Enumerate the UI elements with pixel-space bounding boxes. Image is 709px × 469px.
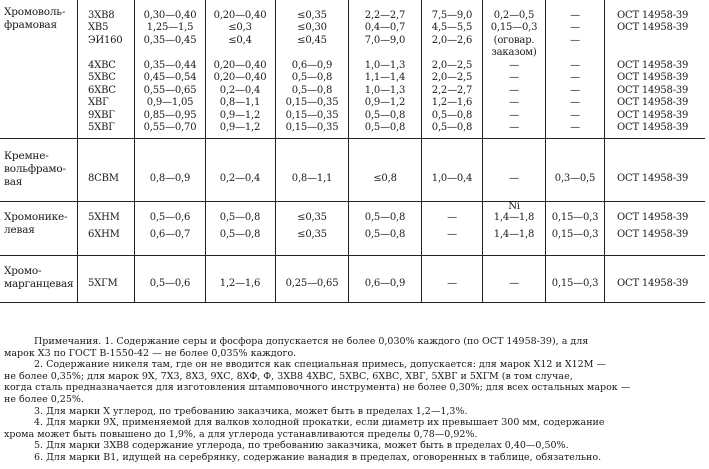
table-cell: 0,55—0,70: [143, 122, 197, 133]
standard-ref: ОСТ 14958-39: [617, 212, 689, 223]
table-cell: 0,9—1,2: [219, 110, 261, 121]
table-rule-vertical: [134, 0, 135, 303]
table-cell: 1,0—0,4: [431, 173, 473, 184]
standard-ref: ОСТ 14958-39: [617, 173, 689, 184]
table-cell: 0,5—0,8: [219, 229, 261, 240]
table-cell: 0,5—0,8: [364, 110, 406, 121]
table-cell: 0,15—0,35: [285, 122, 339, 133]
table-rule-vertical: [77, 0, 78, 303]
group-name: вольфрамо-: [4, 163, 66, 175]
table-cell: —: [570, 10, 580, 21]
table-cell: 0,6—0,7: [149, 229, 191, 240]
table-rule-vertical: [421, 0, 422, 303]
steel-grade: 4ХВС: [88, 60, 116, 71]
table-cell: —: [570, 97, 580, 108]
table-cell: —: [509, 97, 519, 108]
table-cell: 0,15—0,35: [285, 110, 339, 121]
steel-grade: ХВГ: [88, 97, 109, 108]
steel-grade: 5ХГМ: [88, 278, 118, 289]
note-line: Примечания. 1. Содержание серы и фосфора допускается не более 0,030% каждого (по ОСТ 14958-39), а для: [34, 336, 589, 347]
table-cell: —: [447, 229, 457, 240]
table-cell: 0,5—0,8: [364, 212, 406, 223]
note-line: хрома может быть повышено до 1,9%, а для углерода устанавливаются пределы 0,78—0,92%.: [4, 428, 478, 440]
table-cell: ≤0,8: [373, 173, 397, 184]
table-cell: —: [570, 122, 580, 133]
standard-ref: ОСТ 14958-39: [617, 60, 689, 71]
note-line: не более 0,35%; для марок 9Х, 7Х3, 8Х3, 9ХС, 8ХФ, Ф, 3ХВ8 4ХВС, 5ХВС, 6ХВС, ХВГ, 5ХВГ и 5ХГМ (в том случае,: [4, 370, 573, 382]
table-cell: (оговар.: [493, 35, 535, 46]
note-line: 2. Содержание никеля там, где он не вводится как специальная примесь, допускается: для марок Х12 и Х12М —: [34, 359, 606, 371]
steel-grade: 6ХВС: [88, 85, 116, 96]
standard-ref: ОСТ 14958-39: [617, 10, 689, 21]
table-cell: 0,15—0,3: [551, 229, 599, 240]
standard-ref: ОСТ 14958-39: [617, 278, 689, 289]
table-cell: —: [509, 278, 519, 289]
note-line: марок Х3 по ГОСТ В-1550-42 — не более 0,035% каждого.: [4, 347, 297, 359]
table-cell: 2,0—2,5: [431, 60, 473, 71]
table-cell: 2,0—2,6: [431, 35, 473, 46]
table-cell: 0,4—0,7: [364, 22, 406, 33]
table-cell: 0,5—0,6: [149, 278, 191, 289]
table-cell: 0,25—0,65: [285, 278, 339, 289]
table-cell: —: [509, 173, 519, 184]
steel-grade: 8СВМ: [88, 173, 119, 184]
note-line: 4. Для марки 9Х, применяемой для валков холодной прокатки, если диаметр их превышает 300 мм, содержание: [34, 417, 605, 429]
table-cell: —: [447, 212, 457, 223]
table-cell: 0,5—0,8: [364, 122, 406, 133]
note-line: когда сталь предназначается для изготовления штамповочного инструмента) не более 0,30%; для всех остальных марок —: [4, 382, 631, 394]
table-cell: 0,9—1,2: [219, 122, 261, 133]
standard-ref: ОСТ 14958-39: [617, 229, 689, 240]
table-cell: ≤0,3: [228, 22, 252, 33]
group-name: марганцевая: [4, 278, 74, 290]
standard-ref: ОСТ 14958-39: [617, 122, 689, 133]
table-cell: —: [509, 122, 519, 133]
table-cell: 0,9—1,05: [146, 97, 194, 108]
table-cell: 0,5—0,8: [364, 229, 406, 240]
note-line: 6. Для марки В1, идущей на серебрянку, содержание ванадия в пределах, оговоренных в таблице, обязательно.: [34, 451, 602, 463]
table-rule-vertical: [275, 0, 276, 303]
table-cell: —: [570, 72, 580, 83]
table-cell: 2,2—2,7: [364, 10, 406, 21]
table-cell: 0,2—0,5: [493, 10, 535, 21]
steel-grade: 6ХНМ: [88, 229, 120, 240]
table-cell: 2,0—2,5: [431, 72, 473, 83]
table-cell: 0,5—0,8: [291, 72, 333, 83]
table-cell: 0,55—0,65: [143, 85, 197, 96]
table-rule-vertical: [545, 0, 546, 303]
group-name: Хромоволь-: [4, 6, 66, 18]
table-rule-vertical: [348, 0, 349, 303]
table-rule-horizontal: [0, 201, 705, 202]
table-cell: 0,5—0,8: [291, 85, 333, 96]
nickel-label: Ni: [508, 201, 520, 212]
table-cell: 1,0—1,3: [364, 85, 406, 96]
steel-grade: ХВ5: [88, 22, 109, 33]
standard-ref: ОСТ 14958-39: [617, 22, 689, 33]
table-cell: ≤0,4: [228, 35, 252, 46]
table-cell: 0,15—0,3: [490, 22, 538, 33]
group-name: Хромонике-: [4, 211, 68, 223]
steel-grade: 5ХВС: [88, 72, 116, 83]
table-cell: ≤0,30: [297, 22, 327, 33]
table-cell: —: [570, 60, 580, 71]
steel-grade: 9ХВГ: [88, 110, 115, 121]
group-name: Хромо-: [4, 265, 42, 277]
table-cell: 0,5—0,6: [149, 212, 191, 223]
table-cell: —: [509, 110, 519, 121]
table-cell: —: [447, 278, 457, 289]
table-rule-vertical: [205, 0, 206, 303]
standard-ref: ОСТ 14958-39: [617, 72, 689, 83]
table-cell: 0,8—1,1: [219, 97, 261, 108]
note-line: не более 0,25%.: [4, 393, 84, 405]
table-cell: —: [509, 85, 519, 96]
table-cell: 1,2—1,6: [219, 278, 261, 289]
table-cell: 0,20—0,40: [213, 10, 267, 21]
table-cell: 0,8—1,1: [291, 173, 333, 184]
table-cell: 0,6—0,9: [291, 60, 333, 71]
table-cell: 0,15—0,3: [551, 278, 599, 289]
steel-grade: ЭИ160: [88, 35, 123, 46]
table-cell: 1,4—1,8: [493, 229, 535, 240]
note-line: 5. Для марки 3ХВ8 содержание углерода, по требованию заказчика, может быть в пределах 0,40—0,50%.: [34, 440, 569, 452]
standard-ref: ОСТ 14958-39: [617, 97, 689, 108]
steel-grade: 5ХНМ: [88, 212, 120, 223]
group-name: левая: [4, 224, 35, 236]
table-cell: 4,5—5,5: [431, 22, 473, 33]
table-cell: 0,35—0,44: [143, 60, 197, 71]
table-cell: 1,1—1,4: [364, 72, 406, 83]
table-cell: 0,9—1,2: [364, 97, 406, 108]
table-cell: 1,25—1,5: [146, 22, 194, 33]
table-cell: 0,5—0,8: [431, 110, 473, 121]
standard-ref: ОСТ 14958-39: [617, 85, 689, 96]
standard-ref: ОСТ 14958-39: [617, 110, 689, 121]
group-name: фрамовая: [4, 19, 57, 31]
table-cell: —: [509, 72, 519, 83]
note-line: 3. Для марки Х углерод, по требованию заказчика, может быть в пределах 1,2—1,3%.: [34, 405, 468, 417]
table-cell: —: [570, 110, 580, 121]
notes-block: [4, 336, 706, 464]
steel-grade: 5ХВГ: [88, 122, 115, 133]
table-cell: ≤0,45: [297, 35, 327, 46]
table-cell: 0,15—0,35: [285, 97, 339, 108]
table-cell: 0,6—0,9: [364, 278, 406, 289]
table-cell: ≤0,35: [297, 212, 327, 223]
steel-grade: 3ХВ8: [88, 10, 115, 21]
table-cell: 1,0—1,3: [364, 60, 406, 71]
table-cell: 7,5—9,0: [431, 10, 473, 21]
table-cell: 0,15—0,3: [551, 212, 599, 223]
table-cell: —: [570, 22, 580, 33]
table-cell: 0,5—0,8: [431, 122, 473, 133]
table-cell: 0,20—0,40: [213, 72, 267, 83]
table-cell: —: [509, 60, 519, 71]
group-name: Кремне-: [4, 150, 49, 162]
table-cell: 0,2—0,4: [219, 173, 261, 184]
table-cell: 0,3—0,5: [554, 173, 596, 184]
table-cell: ≤0,35: [297, 229, 327, 240]
table-cell: 2,2—2,7: [431, 85, 473, 96]
table-rule-horizontal: [0, 302, 705, 303]
table-cell: 0,2—0,4: [219, 85, 261, 96]
table-cell: 0,30—0,40: [143, 10, 197, 21]
table-cell: 1,2—1,6: [431, 97, 473, 108]
table-cell: ≤0,35: [297, 10, 327, 21]
table-cell: заказом): [491, 47, 537, 58]
table-cell: —: [570, 35, 580, 46]
table-cell: 7,0—9,0: [364, 35, 406, 46]
group-name: вая: [4, 176, 23, 188]
table-rule-vertical: [482, 0, 483, 303]
table-cell: 0,45—0,54: [143, 72, 197, 83]
table-rule-vertical: [604, 0, 605, 303]
table-cell: 0,35—0,45: [143, 35, 197, 46]
table-cell: 1,4—1,8: [493, 212, 535, 223]
table-cell: 0,8—0,9: [149, 173, 191, 184]
table-cell: —: [570, 85, 580, 96]
table-cell: 0,5—0,8: [219, 212, 261, 223]
table-rule-horizontal: [0, 255, 705, 256]
table-cell: 0,20—0,40: [213, 60, 267, 71]
table-cell: 0,85—0,95: [143, 110, 197, 121]
table-rule-horizontal: [0, 138, 705, 139]
